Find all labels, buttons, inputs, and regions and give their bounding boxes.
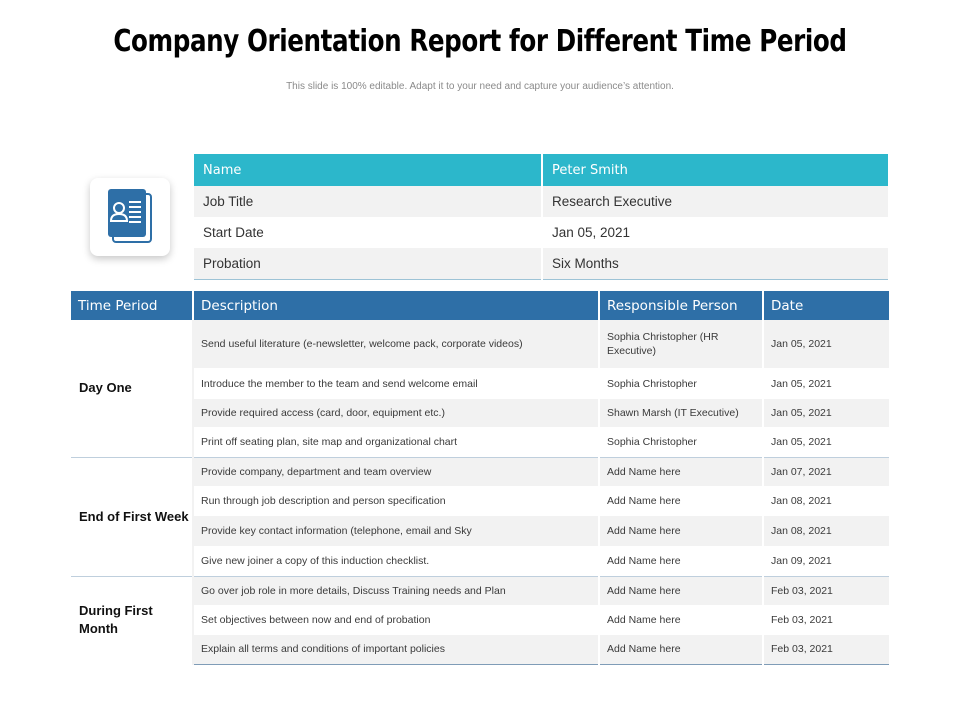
task-description: Run through job description and person specification xyxy=(193,486,599,516)
task-person: Add Name here xyxy=(599,605,763,635)
table-row xyxy=(71,399,889,427)
task-date: Jan 08, 2021 xyxy=(771,495,832,507)
table-row xyxy=(71,427,889,457)
employee-profile-document-icon xyxy=(106,188,154,246)
header-time-period: Time Period xyxy=(71,291,193,320)
task-date: Jan 09, 2021 xyxy=(771,554,832,567)
info-header-row xyxy=(194,154,888,186)
task-date: Jan 08, 2021 xyxy=(763,516,889,546)
table-row xyxy=(71,320,889,368)
task-description: Provide required access (card, door, equipment etc.) xyxy=(193,399,599,427)
schedule-header-row xyxy=(71,291,889,320)
table-row xyxy=(71,457,889,486)
task-date: Feb 03, 2021 xyxy=(763,576,889,605)
task-person: Add Name here xyxy=(599,457,763,486)
orientation-schedule-table xyxy=(71,291,889,665)
task-description: Provide key contact information (telephone, email and Sky xyxy=(193,516,599,546)
info-row xyxy=(194,248,888,280)
task-person: Sophia Christopher xyxy=(599,427,763,457)
table-row xyxy=(71,486,889,516)
period-during-first-month: During First Month xyxy=(71,576,193,664)
table-row xyxy=(71,368,889,399)
task-person: Add Name here xyxy=(599,546,763,576)
header-date: Date xyxy=(763,291,889,320)
task-description: Send useful literature (e-newsletter, welcome pack, corporate videos) xyxy=(193,320,599,368)
task-date: Jan 05, 2021 xyxy=(771,435,832,448)
employee-info-table xyxy=(194,154,888,280)
task-person: Sophia Christopher xyxy=(599,368,763,399)
info-header-value: Peter Smith xyxy=(542,154,888,186)
period-end-of-first-week: End of First Week xyxy=(71,457,193,576)
task-description: Give new joiner a copy of this induction checklist. xyxy=(193,546,599,576)
task-person: Add Name here xyxy=(599,576,763,605)
info-value: Research Executive xyxy=(542,186,888,217)
task-date: Feb 03, 2021 xyxy=(763,635,889,664)
task-description: Set objectives between now and end of probation xyxy=(193,605,599,635)
header-description: Description xyxy=(193,291,599,320)
info-header-label: Name xyxy=(194,154,542,186)
task-person: Add Name here xyxy=(599,516,763,546)
task-date: Jan 07, 2021 xyxy=(763,457,889,486)
task-person: Add Name here xyxy=(599,486,763,516)
task-date: Jan 05, 2021 xyxy=(763,320,889,368)
task-person: Shawn Marsh (IT Executive) xyxy=(599,399,763,427)
info-label: Job Title xyxy=(194,186,542,217)
task-description: Explain all terms and conditions of important policies xyxy=(193,635,599,664)
table-row xyxy=(71,516,889,546)
task-description: Go over job role in more details, Discuss Training needs and Plan xyxy=(193,576,599,605)
task-description: Introduce the member to the team and send welcome email xyxy=(193,368,599,399)
info-row xyxy=(194,217,888,248)
task-person: Add Name here xyxy=(599,635,763,664)
task-date: Jan 05, 2021 xyxy=(763,399,889,427)
task-person: Sophia Christopher (HR Executive) xyxy=(599,320,763,368)
task-description: Print off seating plan, site map and organizational chart xyxy=(193,427,599,457)
task-date: Feb 03, 2021 xyxy=(771,614,833,626)
info-value: Jan 05, 2021 xyxy=(552,225,631,240)
info-label: Start Date xyxy=(194,217,542,248)
table-row xyxy=(71,635,889,664)
table-row xyxy=(71,605,889,635)
task-date: Jan 05, 2021 xyxy=(771,377,832,390)
info-row xyxy=(194,186,888,217)
header-responsible-person: Responsible Person xyxy=(599,291,763,320)
info-label: Probation xyxy=(194,248,542,280)
page-subtitle: This slide is 100% editable. Adapt it to your need and capture your audience’s attention. xyxy=(286,81,674,92)
table-row xyxy=(71,576,889,605)
page-title: Company Orientation Report for Different Time Period xyxy=(113,24,847,59)
task-description: Provide company, department and team overview xyxy=(193,457,599,486)
profile-icon-card xyxy=(90,178,170,256)
table-row xyxy=(71,546,889,576)
period-day-one: Day One xyxy=(71,320,193,457)
info-value: Six Months xyxy=(542,248,888,280)
